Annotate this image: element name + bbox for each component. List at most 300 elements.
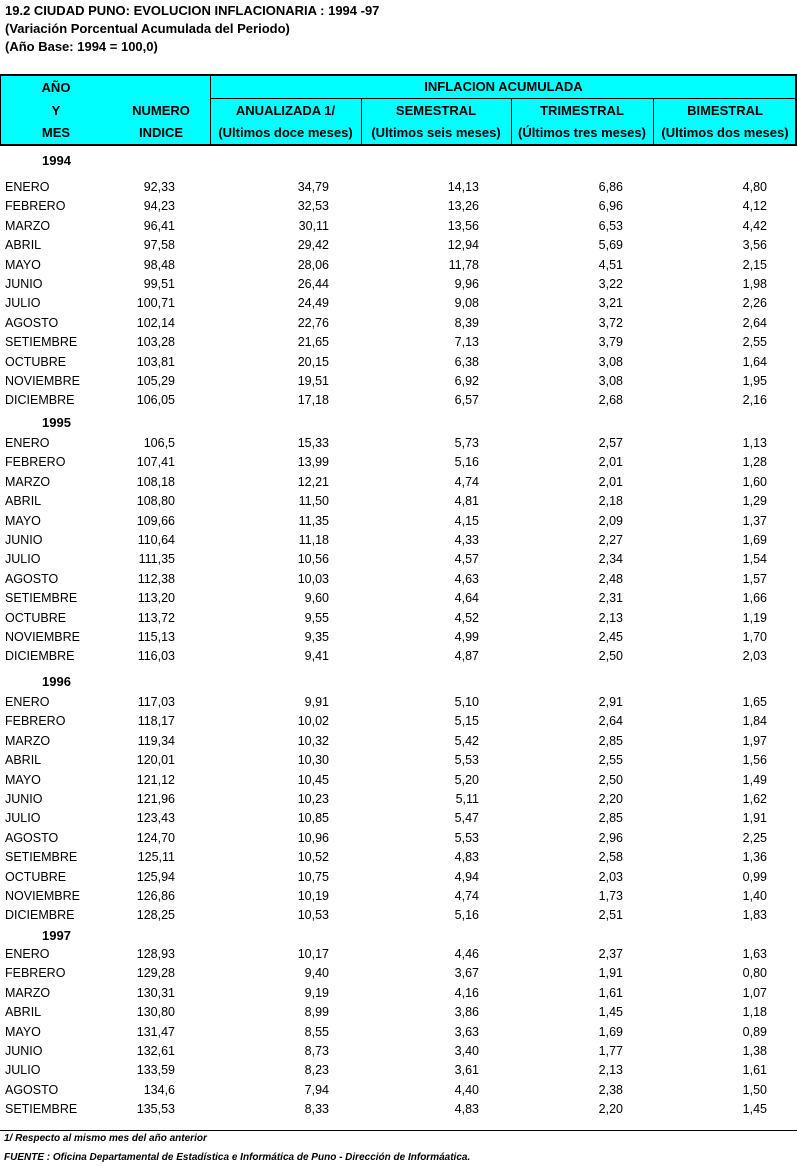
trimestral-cell: 3,08 bbox=[598, 354, 623, 369]
anualizada-cell: 10,03 bbox=[297, 571, 329, 586]
bimestral-cell: 2,25 bbox=[742, 830, 767, 845]
semestral-cell: 3,61 bbox=[454, 1063, 479, 1078]
semestral-cell: 5,20 bbox=[454, 772, 479, 787]
footnote: 1/ Respecto al mismo mes del año anterior bbox=[4, 1133, 207, 1144]
bimestral-cell: 1,65 bbox=[742, 695, 767, 709]
index-cell: 110,64 bbox=[137, 533, 175, 547]
anualizada-cell: 26,44 bbox=[297, 277, 329, 291]
semestral-cell: 6,38 bbox=[454, 354, 479, 369]
index-cell: 131,47 bbox=[136, 1024, 175, 1039]
anualizada-cell: 9,55 bbox=[304, 610, 329, 625]
header-bimestral: BIMESTRAL (Ultimos dos meses) bbox=[653, 98, 797, 146]
semestral-cell: 5,11 bbox=[455, 792, 479, 806]
semestral-cell: 3,63 bbox=[454, 1024, 479, 1039]
bimestral-cell: 1,19 bbox=[742, 610, 767, 625]
index-cell: 117,03 bbox=[137, 695, 175, 709]
index-cell: 103,81 bbox=[136, 354, 175, 369]
trimestral-cell: 3,22 bbox=[598, 277, 623, 291]
bimestral-cell: 1,29 bbox=[742, 494, 767, 509]
table-row bbox=[0, 1083, 797, 1102]
month-cell: NOVIEMBRE bbox=[5, 374, 81, 388]
month-cell: DICIEMBRE bbox=[5, 393, 75, 408]
trimestral-cell: 2,20 bbox=[598, 792, 623, 806]
index-cell: 106,05 bbox=[136, 393, 175, 408]
bimestral-cell: 1,84 bbox=[742, 714, 767, 729]
index-cell: 125,11 bbox=[137, 850, 175, 865]
anualizada-cell: 10,45 bbox=[297, 772, 329, 787]
table-row bbox=[0, 393, 797, 412]
table-row bbox=[0, 1044, 797, 1063]
month-cell: MARZO bbox=[5, 985, 51, 1000]
trimestral-cell: 2,01 bbox=[598, 474, 623, 489]
trimestral-cell: 2,09 bbox=[598, 513, 623, 528]
table-row bbox=[0, 258, 797, 277]
semestral-cell: 4,74 bbox=[454, 474, 479, 489]
header-border-left bbox=[0, 74, 1, 146]
bimestral-cell: 1,95 bbox=[742, 374, 767, 388]
anualizada-cell: 10,17 bbox=[297, 947, 329, 961]
month-cell: FEBRERO bbox=[5, 455, 66, 470]
semestral-cell: 9,96 bbox=[454, 277, 479, 291]
semestral-cell: 4,83 bbox=[454, 1102, 479, 1117]
header-semestral: SEMESTRAL (Ultimos seis meses) bbox=[361, 98, 511, 146]
semestral-cell: 5,10 bbox=[454, 695, 479, 709]
index-cell: 113,20 bbox=[137, 591, 175, 606]
trimestral-cell: 2,48 bbox=[598, 571, 623, 586]
table-row bbox=[0, 355, 797, 374]
header-mes: MES bbox=[41, 125, 71, 140]
bimestral-cell: 1,18 bbox=[742, 1005, 767, 1020]
trimestral-cell: 2,64 bbox=[598, 714, 623, 729]
header-trimestral-sub: (Últimos tres meses) bbox=[518, 125, 646, 140]
header-divider-group bbox=[210, 98, 797, 99]
bimestral-cell: 2,15 bbox=[742, 257, 767, 272]
bimestral-cell: 2,26 bbox=[742, 296, 767, 311]
semestral-cell: 14,13 bbox=[447, 180, 479, 194]
semestral-cell: 3,40 bbox=[454, 1044, 479, 1058]
index-cell: 94,23 bbox=[143, 199, 175, 214]
table-row bbox=[0, 180, 797, 199]
trimestral-cell: 2,50 bbox=[598, 772, 623, 787]
anualizada-cell: 8,23 bbox=[304, 1063, 329, 1078]
bimestral-cell: 1,56 bbox=[742, 753, 767, 768]
trimestral-cell: 2,58 bbox=[598, 850, 623, 865]
trimestral-cell: 3,21 bbox=[598, 296, 623, 311]
index-cell: 108,18 bbox=[136, 474, 175, 489]
table-row bbox=[0, 514, 797, 533]
table-row bbox=[0, 238, 797, 257]
trimestral-cell: 4,51 bbox=[598, 257, 623, 272]
anualizada-cell: 10,52 bbox=[297, 850, 329, 865]
anualizada-cell: 10,32 bbox=[297, 733, 329, 748]
index-cell: 103,28 bbox=[136, 335, 175, 350]
header-trimestral: TRIMESTRAL (Últimos tres meses) bbox=[511, 98, 653, 146]
index-cell: 121,96 bbox=[136, 792, 175, 806]
base-year-note: (Año Base: 1994 = 100,0) bbox=[5, 39, 158, 54]
trimestral-cell: 2,50 bbox=[598, 649, 623, 664]
header-anio: AÑO bbox=[41, 80, 71, 95]
trimestral-cell: 2,85 bbox=[598, 733, 623, 748]
trimestral-cell: 2,03 bbox=[598, 869, 623, 884]
index-cell: 128,93 bbox=[136, 947, 175, 961]
trimestral-cell: 6,53 bbox=[598, 218, 623, 233]
trimestral-cell: 2,96 bbox=[598, 830, 623, 845]
semestral-cell: 4,40 bbox=[454, 1082, 479, 1097]
index-cell: 109,66 bbox=[136, 513, 175, 528]
month-cell: JUNIO bbox=[5, 277, 43, 291]
table-row bbox=[0, 494, 797, 513]
index-cell: 128,25 bbox=[136, 908, 175, 923]
bimestral-cell: 4,42 bbox=[742, 218, 767, 233]
month-cell: JULIO bbox=[5, 811, 41, 826]
trimestral-cell: 2,91 bbox=[598, 695, 623, 709]
source-note: FUENTE : Oficina Departamental de Estadística e Informática de Puno - Dirección de Informáatica. bbox=[4, 1152, 471, 1163]
semestral-cell: 13,56 bbox=[447, 218, 479, 233]
semestral-cell: 4,16 bbox=[454, 985, 479, 1000]
anualizada-cell: 28,06 bbox=[297, 257, 329, 272]
semestral-cell: 5,15 bbox=[454, 714, 479, 729]
index-cell: 97,58 bbox=[143, 238, 175, 253]
table-row bbox=[0, 792, 797, 811]
table-row bbox=[0, 734, 797, 753]
bimestral-cell: 0,89 bbox=[742, 1024, 767, 1039]
month-cell: JULIO bbox=[5, 1063, 41, 1078]
index-cell: 105,29 bbox=[136, 374, 175, 388]
anualizada-cell: 8,55 bbox=[304, 1024, 329, 1039]
table-row bbox=[0, 811, 797, 830]
trimestral-cell: 2,13 bbox=[598, 610, 623, 625]
bimestral-cell: 2,64 bbox=[742, 315, 767, 330]
table-row bbox=[0, 374, 797, 393]
bimestral-cell: 1,54 bbox=[742, 552, 767, 567]
month-cell: AGOSTO bbox=[5, 315, 59, 330]
anualizada-cell: 8,33 bbox=[304, 1102, 329, 1117]
trimestral-cell: 2,85 bbox=[598, 811, 623, 826]
month-cell: AGOSTO bbox=[5, 1082, 59, 1097]
trimestral-cell: 6,96 bbox=[598, 199, 623, 214]
index-cell: 132,61 bbox=[136, 1044, 175, 1058]
month-cell: ABRIL bbox=[5, 238, 42, 253]
anualizada-cell: 21,65 bbox=[297, 335, 329, 350]
table-row bbox=[0, 1102, 797, 1121]
anualizada-cell: 29,42 bbox=[297, 238, 329, 253]
index-cell: 120,01 bbox=[136, 753, 175, 768]
bimestral-cell: 2,03 bbox=[742, 649, 767, 664]
semestral-cell: 5,42 bbox=[454, 733, 479, 748]
semestral-cell: 6,57 bbox=[454, 393, 479, 408]
semestral-cell: 4,99 bbox=[454, 630, 479, 644]
anualizada-cell: 10,96 bbox=[297, 830, 329, 845]
month-cell: FEBRERO bbox=[5, 199, 66, 214]
semestral-cell: 5,53 bbox=[454, 753, 479, 768]
bimestral-cell: 1,69 bbox=[742, 533, 767, 547]
month-cell: DICIEMBRE bbox=[5, 908, 75, 923]
index-cell: 130,31 bbox=[136, 985, 175, 1000]
anualizada-cell: 9,91 bbox=[304, 695, 329, 709]
month-cell: SETIEMBRE bbox=[5, 591, 78, 606]
month-cell: ENERO bbox=[5, 695, 50, 709]
table-row bbox=[0, 591, 797, 610]
anualizada-cell: 32,53 bbox=[297, 199, 329, 214]
table-row bbox=[0, 219, 797, 238]
trimestral-cell: 2,31 bbox=[598, 591, 623, 606]
month-cell: SETIEMBRE bbox=[5, 1102, 78, 1117]
anualizada-cell: 24,49 bbox=[297, 296, 329, 311]
month-cell: JUNIO bbox=[5, 533, 43, 547]
anualizada-cell: 15,33 bbox=[297, 436, 329, 450]
bimestral-cell: 1,07 bbox=[742, 985, 767, 1000]
bimestral-cell: 1,28 bbox=[742, 455, 767, 470]
anualizada-cell: 9,35 bbox=[304, 630, 329, 644]
month-cell: MARZO bbox=[5, 218, 51, 233]
month-cell: JULIO bbox=[5, 296, 41, 311]
bimestral-cell: 1,36 bbox=[742, 850, 767, 865]
trimestral-cell: 2,34 bbox=[598, 552, 623, 567]
trimestral-cell: 2,20 bbox=[598, 1102, 623, 1117]
index-cell: 92,33 bbox=[143, 180, 175, 194]
table-row bbox=[0, 572, 797, 591]
index-cell: 96,41 bbox=[143, 218, 175, 233]
month-cell: JUNIO bbox=[5, 792, 43, 806]
bimestral-cell: 1,38 bbox=[742, 1044, 767, 1058]
month-cell: NOVIEMBRE bbox=[5, 630, 81, 644]
semestral-cell: 8,39 bbox=[454, 315, 479, 330]
table-row bbox=[0, 533, 797, 552]
index-cell: 102,14 bbox=[136, 315, 175, 330]
trimestral-cell: 3,79 bbox=[598, 335, 623, 350]
table-row bbox=[0, 889, 797, 908]
bimestral-cell: 2,55 bbox=[742, 335, 767, 350]
table-row bbox=[0, 773, 797, 792]
anualizada-cell: 12,21 bbox=[297, 474, 329, 489]
anualizada-cell: 9,19 bbox=[304, 985, 329, 1000]
index-cell: 126,86 bbox=[136, 889, 175, 903]
index-cell: 124,70 bbox=[136, 830, 175, 845]
anualizada-cell: 10,75 bbox=[297, 869, 329, 884]
trimestral-cell: 1,45 bbox=[598, 1005, 623, 1020]
bimestral-cell: 1,98 bbox=[742, 277, 767, 291]
semestral-cell: 4,52 bbox=[454, 610, 479, 625]
page-title: 19.2 CIUDAD PUNO: EVOLUCION INFLACIONARIA : 1994 -97 bbox=[5, 3, 380, 18]
table-row bbox=[0, 316, 797, 335]
bimestral-cell: 1,83 bbox=[742, 908, 767, 923]
bimestral-cell: 1,66 bbox=[742, 591, 767, 606]
semestral-cell: 13,26 bbox=[447, 199, 479, 214]
bimestral-cell: 1,70 bbox=[742, 630, 767, 644]
index-cell: 133,59 bbox=[136, 1063, 175, 1078]
table-row bbox=[0, 1005, 797, 1024]
month-cell: MAYO bbox=[5, 1024, 41, 1039]
anualizada-cell: 22,76 bbox=[297, 315, 329, 330]
semestral-cell: 4,87 bbox=[454, 649, 479, 664]
semestral-cell: 7,13 bbox=[454, 335, 479, 350]
anualizada-cell: 10,53 bbox=[297, 908, 329, 923]
month-cell: OCTUBRE bbox=[5, 354, 67, 369]
anualizada-cell: 10,19 bbox=[297, 889, 329, 903]
table-row bbox=[0, 966, 797, 985]
header-semestral-sub: (Ultimos seis meses) bbox=[371, 125, 501, 140]
month-cell: OCTUBRE bbox=[5, 610, 67, 625]
table-row bbox=[0, 552, 797, 571]
header-inflacion-acumulada: INFLACION ACUMULADA bbox=[210, 74, 797, 98]
header-border-top bbox=[0, 74, 797, 76]
index-cell: 135,53 bbox=[136, 1102, 175, 1117]
index-cell: 123,43 bbox=[136, 811, 175, 826]
trimestral-cell: 2,51 bbox=[598, 908, 623, 923]
semestral-cell: 4,64 bbox=[454, 591, 479, 606]
table-row bbox=[0, 455, 797, 474]
semestral-cell: 5,73 bbox=[454, 436, 479, 450]
month-cell: MAYO bbox=[5, 257, 41, 272]
bimestral-cell: 0,99 bbox=[742, 869, 767, 884]
bimestral-cell: 1,64 bbox=[742, 354, 767, 369]
month-cell: DICIEMBRE bbox=[5, 649, 75, 664]
header-anio-mes bbox=[0, 74, 112, 146]
index-cell: 121,12 bbox=[136, 772, 175, 787]
header-anualizada-sub: (Ultimos doce meses) bbox=[218, 125, 353, 140]
bimestral-cell: 1,63 bbox=[742, 947, 767, 961]
table-row bbox=[0, 296, 797, 315]
anualizada-cell: 34,79 bbox=[297, 180, 329, 194]
semestral-cell: 4,83 bbox=[454, 850, 479, 865]
trimestral-cell: 3,08 bbox=[598, 374, 623, 388]
month-cell: SETIEMBRE bbox=[5, 335, 78, 350]
bimestral-cell: 1,37 bbox=[742, 513, 767, 528]
anualizada-cell: 10,56 bbox=[297, 552, 329, 567]
index-cell: 113,72 bbox=[137, 610, 175, 625]
semestral-cell: 12,94 bbox=[447, 238, 479, 253]
header-border-bottom bbox=[0, 144, 797, 146]
semestral-cell: 5,16 bbox=[454, 455, 479, 470]
month-cell: AGOSTO bbox=[5, 830, 59, 845]
year-label: 1994 bbox=[42, 153, 71, 168]
table-row bbox=[0, 199, 797, 218]
index-cell: 118,17 bbox=[137, 714, 175, 729]
header-anualizada: ANUALIZADA 1/ (Ultimos doce meses) bbox=[210, 98, 361, 146]
semestral-cell: 5,53 bbox=[454, 830, 479, 845]
month-cell: ABRIL bbox=[5, 1005, 42, 1020]
year-label: 1997 bbox=[42, 928, 71, 943]
table-row bbox=[0, 831, 797, 850]
month-cell: MARZO bbox=[5, 733, 51, 748]
index-cell: 115,13 bbox=[137, 630, 175, 644]
trimestral-cell: 1,69 bbox=[598, 1024, 623, 1039]
bimestral-cell: 3,56 bbox=[742, 238, 767, 253]
trimestral-cell: 2,45 bbox=[598, 630, 623, 644]
bimestral-cell: 4,12 bbox=[742, 199, 767, 214]
index-cell: 98,48 bbox=[143, 257, 175, 272]
table-row bbox=[0, 335, 797, 354]
semestral-cell: 4,81 bbox=[454, 494, 479, 509]
anualizada-cell: 10,23 bbox=[297, 792, 329, 806]
anualizada-cell: 30,11 bbox=[298, 218, 329, 233]
trimestral-cell: 2,18 bbox=[598, 494, 623, 509]
month-cell: ABRIL bbox=[5, 753, 42, 768]
trimestral-cell: 5,69 bbox=[598, 238, 623, 253]
table-header bbox=[0, 74, 797, 146]
trimestral-cell: 1,91 bbox=[598, 966, 623, 981]
bimestral-cell: 1,13 bbox=[742, 436, 767, 450]
index-cell: 111,35 bbox=[138, 552, 175, 567]
trimestral-cell: 2,68 bbox=[598, 393, 623, 408]
table-row bbox=[0, 277, 797, 296]
index-cell: 116,03 bbox=[137, 649, 175, 664]
bimestral-cell: 1,40 bbox=[742, 889, 767, 903]
table-row bbox=[0, 475, 797, 494]
table-row bbox=[0, 630, 797, 649]
semestral-cell: 5,16 bbox=[454, 908, 479, 923]
anualizada-cell: 9,60 bbox=[304, 591, 329, 606]
bimestral-cell: 0,80 bbox=[742, 966, 767, 981]
month-cell: MAYO bbox=[5, 513, 41, 528]
header-divider-1 bbox=[210, 74, 211, 146]
table-row bbox=[0, 649, 797, 668]
bimestral-cell: 1,49 bbox=[742, 772, 767, 787]
table-row bbox=[0, 611, 797, 630]
table-row bbox=[0, 714, 797, 733]
trimestral-cell: 2,13 bbox=[598, 1063, 623, 1078]
anualizada-cell: 7,94 bbox=[304, 1082, 329, 1097]
trimestral-cell: 2,55 bbox=[598, 753, 623, 768]
table-row bbox=[0, 908, 797, 927]
title-block bbox=[5, 2, 379, 56]
index-cell: 134,6 bbox=[143, 1082, 175, 1097]
index-cell: 130,80 bbox=[136, 1005, 175, 1020]
bimestral-cell: 1,60 bbox=[742, 474, 767, 489]
table-row bbox=[0, 753, 797, 772]
month-cell: ENERO bbox=[5, 436, 50, 450]
index-cell: 129,28 bbox=[136, 966, 175, 981]
bimestral-cell: 2,16 bbox=[742, 393, 767, 408]
index-cell: 99,51 bbox=[143, 277, 175, 291]
table-row bbox=[0, 1025, 797, 1044]
trimestral-cell: 1,61 bbox=[598, 985, 623, 1000]
trimestral-cell: 2,57 bbox=[598, 436, 623, 450]
footer-divider bbox=[0, 1130, 797, 1131]
semestral-cell: 4,74 bbox=[454, 889, 479, 903]
anualizada-cell: 11,18 bbox=[298, 533, 329, 547]
table-row bbox=[0, 695, 797, 714]
semestral-cell: 11,78 bbox=[448, 257, 479, 272]
semestral-cell: 5,47 bbox=[454, 811, 479, 826]
month-cell: ENERO bbox=[5, 947, 50, 961]
table-row bbox=[0, 870, 797, 889]
month-cell: JULIO bbox=[5, 552, 41, 567]
month-cell: JUNIO bbox=[5, 1044, 43, 1058]
semestral-cell: 4,94 bbox=[454, 869, 479, 884]
anualizada-cell: 17,18 bbox=[297, 393, 329, 408]
trimestral-cell: 1,77 bbox=[598, 1044, 623, 1058]
month-cell: FEBRERO bbox=[5, 714, 66, 729]
page-subtitle: (Variación Porcentual Acumulada del Periodo) bbox=[5, 21, 290, 36]
bimestral-cell: 1,62 bbox=[742, 792, 767, 806]
month-cell: MARZO bbox=[5, 474, 51, 489]
semestral-cell: 4,57 bbox=[454, 552, 479, 567]
anualizada-cell: 10,30 bbox=[297, 753, 329, 768]
anualizada-cell: 11,50 bbox=[298, 494, 329, 509]
month-cell: MAYO bbox=[5, 772, 41, 787]
anualizada-cell: 10,02 bbox=[297, 714, 329, 729]
semestral-cell: 4,33 bbox=[454, 533, 479, 547]
header-numero-indice bbox=[112, 74, 210, 146]
anualizada-cell: 13,99 bbox=[297, 455, 329, 470]
semestral-cell: 9,08 bbox=[454, 296, 479, 311]
table-row bbox=[0, 850, 797, 869]
semestral-cell: 6,92 bbox=[454, 374, 479, 388]
year-label: 1995 bbox=[42, 415, 71, 430]
trimestral-cell: 2,37 bbox=[598, 947, 623, 961]
trimestral-cell: 6,86 bbox=[598, 180, 623, 194]
